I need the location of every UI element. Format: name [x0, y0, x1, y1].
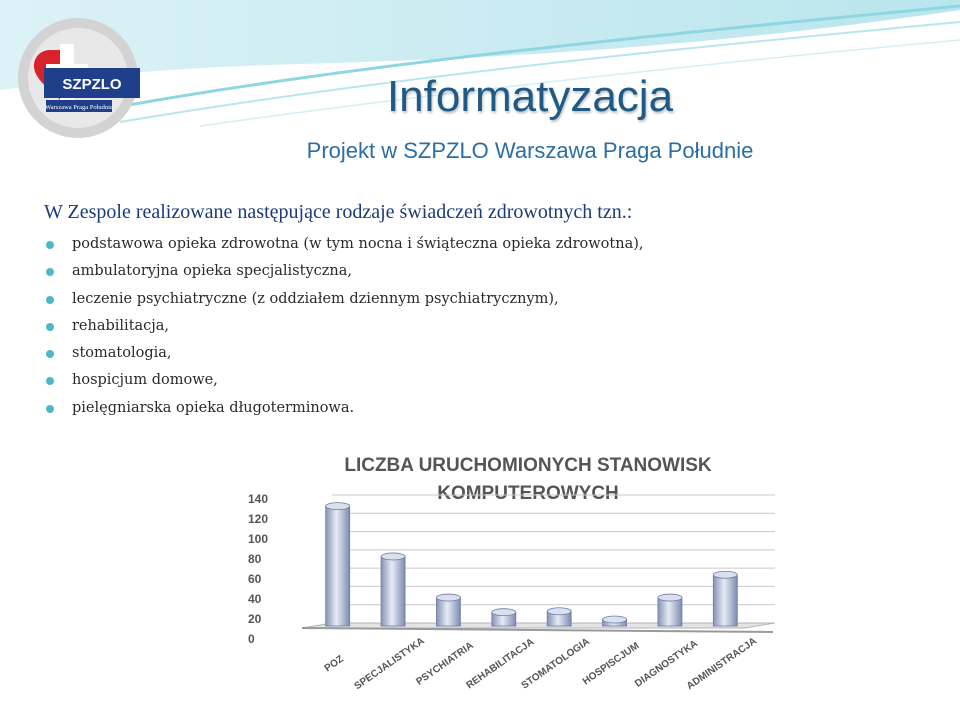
list-item-text: pielęgniarska opieka długoterminowa.	[72, 399, 355, 416]
logo-subtext: Warszawa Praga Południe	[45, 104, 113, 111]
bar-specjalistyka	[381, 556, 405, 626]
bar-administracja	[713, 575, 737, 626]
bullet-icon	[46, 241, 54, 249]
list-item	[44, 231, 924, 258]
bar-top-psychiatria	[436, 594, 460, 601]
x-tick-label: POZ	[322, 653, 346, 675]
bar-top-administracja	[713, 571, 737, 578]
y-tick-label: 120	[248, 512, 269, 526]
page-subtitle: Projekt w SZPZLO Warszawa Praga Południe	[306, 138, 754, 163]
bullet-icon	[46, 296, 54, 304]
list-item-text: ambulatoryjna opieka specjalistyczna,	[72, 263, 352, 280]
y-tick-label: 0	[248, 632, 255, 646]
bar-psychiatria	[436, 598, 460, 626]
y-tick-label: 60	[248, 572, 262, 586]
bullet-icon	[46, 350, 54, 358]
chart-y-ticks	[248, 492, 268, 646]
list-item-text: stomatologia,	[72, 345, 172, 362]
list-item-text: podstawowa opieka zdrowotna (w tym nocna i świąteczna opieka zdrowotna),	[72, 236, 644, 252]
szpzlo-logo	[16, 16, 140, 140]
bar-top-specjalistyka	[381, 553, 405, 560]
chart-title-line-1: LICZBA URUCHOMIONYCH STANOWISK	[344, 455, 712, 476]
list-item-text: rehabilitacja,	[72, 317, 170, 334]
logo-text: SZPZLO	[62, 76, 122, 93]
list-item-text: leczenie psychiatryczne (z oddziałem dziennym psychiatrycznym),	[72, 290, 559, 307]
chart-x-ticks	[323, 636, 759, 693]
y-tick-label: 20	[248, 612, 262, 626]
list-item	[44, 340, 924, 367]
y-tick-label: 140	[248, 492, 269, 506]
bar-top-poz	[326, 503, 350, 510]
chart-floor	[302, 623, 775, 632]
list-item-text: hospicjum domowe,	[72, 372, 218, 389]
x-tick-label: DIAGNOSTYKA	[633, 638, 700, 690]
x-tick-label: REHABILITACJA	[464, 636, 537, 692]
bullet-icon	[46, 377, 54, 385]
bar-top-diagnostyka	[658, 594, 682, 601]
list-item	[44, 258, 924, 285]
list-item	[44, 313, 924, 340]
x-tick-label: PSYCHIATRIA	[414, 640, 476, 688]
bullet-icon	[46, 268, 54, 276]
y-tick-label: 80	[248, 552, 262, 566]
page-title: Informatyzacja	[386, 72, 674, 121]
bar-top-hospiscjum	[603, 616, 627, 623]
bar-top-stomatologia	[547, 608, 571, 615]
intro-text: W Zespole realizowane następujące rodzaje świadczeń zdrowotnych tzn.:	[44, 201, 633, 223]
y-tick-label: 100	[248, 532, 269, 546]
x-tick-label: HOSPISCJUM	[580, 640, 642, 688]
x-tick-label: ADMINISTRACJA	[684, 635, 759, 693]
bullet-icon	[46, 323, 54, 331]
x-axis-line	[302, 628, 773, 632]
bullet-icon	[46, 405, 54, 413]
chart-bars	[326, 503, 738, 626]
chart-title-line-2: KOMPUTEROWYCH	[437, 483, 619, 504]
services-list	[44, 231, 924, 422]
y-tick-label: 40	[248, 592, 262, 606]
workstations-bar-chart	[240, 445, 960, 720]
bar-diagnostyka	[658, 598, 682, 626]
list-item	[44, 367, 924, 394]
bar-poz	[326, 506, 350, 626]
list-item	[44, 286, 924, 313]
list-item	[44, 395, 924, 422]
x-tick-label: STOMATOLOGIA	[519, 636, 592, 692]
chart-floor-plane	[302, 623, 775, 628]
bar-top-rehabilitacja	[492, 609, 516, 616]
x-tick-label: SPECJALISTYKA	[352, 635, 427, 693]
